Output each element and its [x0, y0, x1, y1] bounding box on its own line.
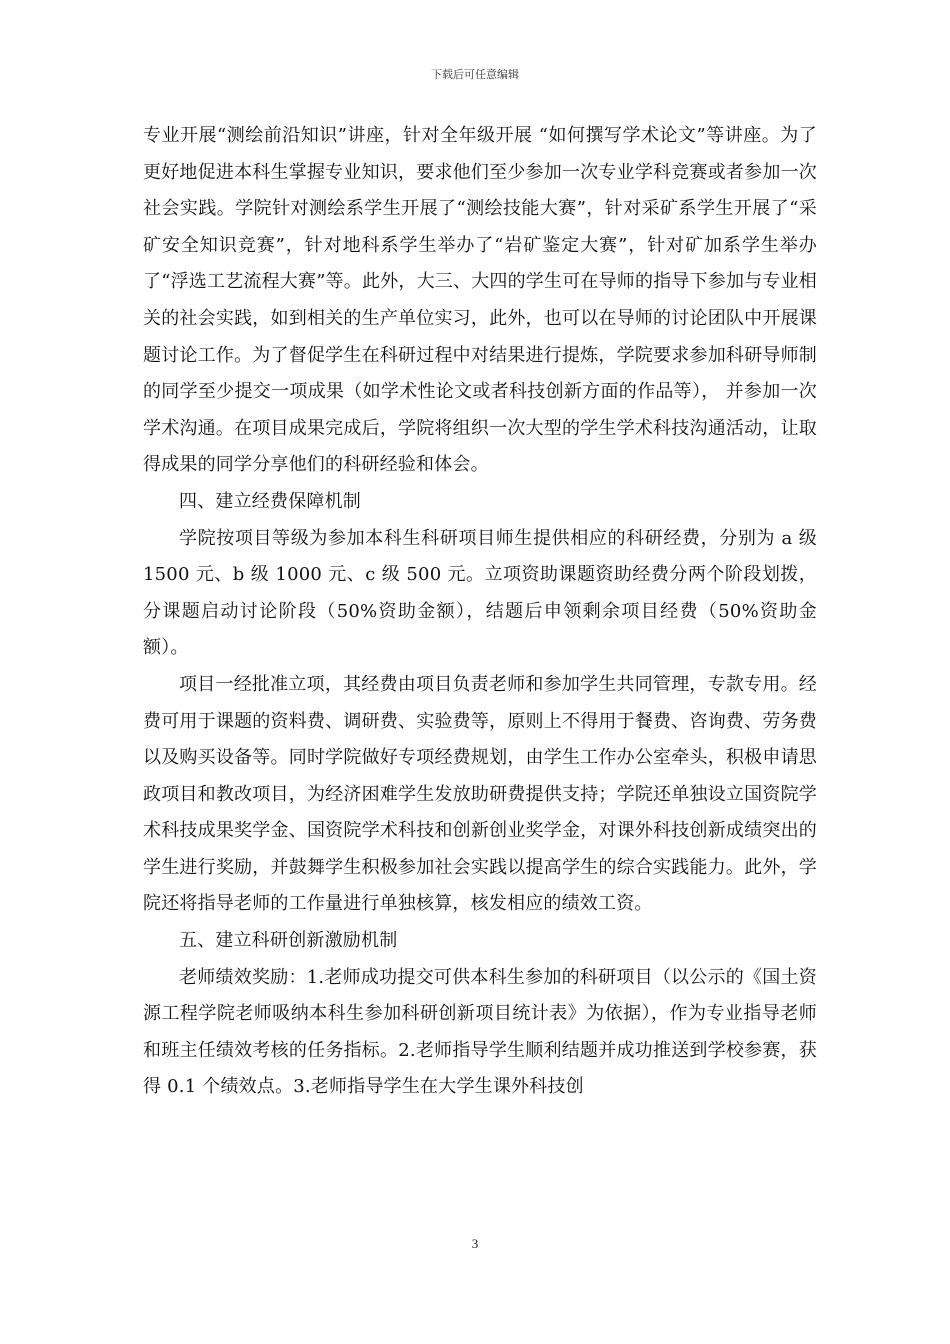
document-body — [143, 118, 817, 1106]
paragraph-funding-levels: 学院按项目等级为参加本科生科研项目师生提供相应的科研经费，分别为 a 级 1500 元、b 级 1000 元、c 级 500 元。立项资助课题资助经费分两个阶段划拨，分课题启动讨论阶段（50%资助金额），结题后申领剩余项目经费（50%资助金额）。 — [143, 527, 817, 659]
paragraph-teacher-rewards: 老师绩效奖励：1.老师成功提交可供本科生参加的科研项目（以公示的《国土资源工程学院老师吸纳本科生参加科研创新项目统计表》为依据），作为专业指导老师和班主任绩效考核的任务指标。2.老师指导学生顺利结题并成功推送到学校参赛，获得 0.1 个绩效点。3.老师指导学生在大学生课外科技创 — [143, 966, 817, 1098]
page-header: 下载后可任意编辑 — [431, 68, 519, 81]
paragraph-lectures-competitions: 专业开展“测绘前沿知识”讲座，针对全年级开展 “如何撰写学术论文”等讲座。为了更好地促进本科生掌握专业知识，要求他们至少参加一次专业学科竞赛或者参加一次社会实践。学院针对测绘系学生开展了“测绘技能大赛”，针对采矿系学生开展了“采矿安全知识竞赛”，针对地科系学生举办了“岩矿鉴定大赛”，针对矿加系学生举办了“浮选工艺流程大赛”等。此外，大三、大四的学生可在导师的指导下参加与专业相关的社会实践，如到相关的生产单位实习，此外，也可以在导师的讨论团队中开展课题讨论工作。为了督促学生在科研过程中对结果进行提炼，学院要求参加科研导师制的同学至少提交一项成果（如学术性论文或者科技创新方面的作品等）， 并参加一次学术沟通。在项目成果完成后，学院将组织一次大型的学生学术科技沟通活动，让取得成果的同学分享他们的科研经验和体会。 — [143, 125, 818, 476]
page-number: 3 — [471, 1236, 479, 1251]
section-heading-funding: 四、建立经费保障机制 — [179, 490, 361, 512]
paragraph-funding-management: 项目一经批准立项，其经费由项目负责老师和参加学生共同管理，专款专用。经费可用于课题的资料费、调研费、实验费等，原则上不得用于餐费、咨询费、劳务费以及购买设备等。同时学院做好专项经费规划，由学生工作办公室牵头，积极申请思政项目和教改项目，为经济困难学生发放助研费提供支持；学院还单独设立国资院学术科技成果奖学金、国资院学术科技和创新创业奖学金，对课外科技创新成绩突出的学生进行奖励，并鼓舞学生积极参加社会实践以提高学生的综合实践能力。此外，学院还将指导老师的工作量进行单独核算，核发相应的绩效工资。 — [143, 673, 817, 915]
section-heading-incentives: 五、建立科研创新激励机制 — [179, 930, 398, 952]
